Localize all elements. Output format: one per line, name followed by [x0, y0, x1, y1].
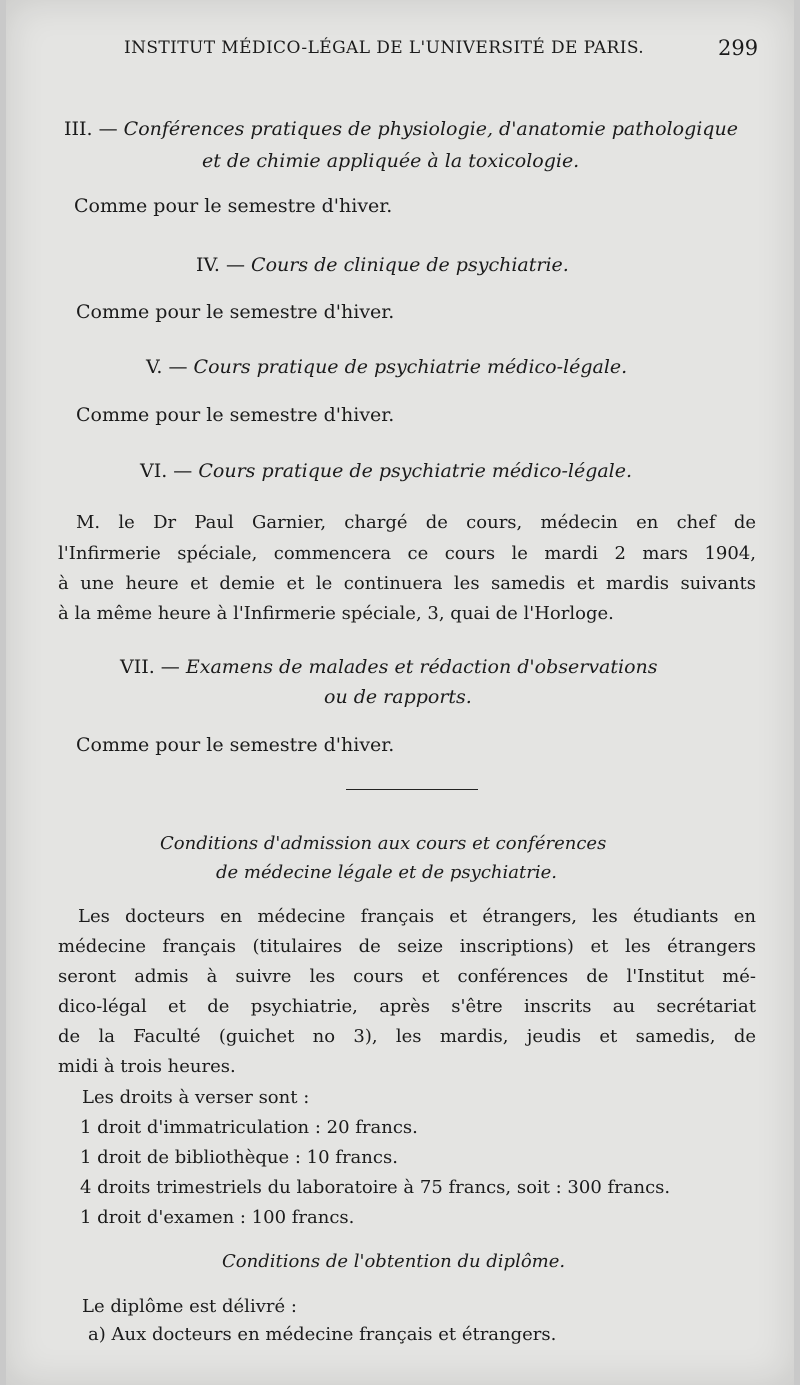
section-6-heading [140, 460, 632, 482]
admission-para-line4: dico-légal et de psychiatrie, après s'être inscrits au secrétariat [58, 996, 756, 1017]
admission-para-line5: de la Faculté (guichet no 3), les mardis, jeudis et samedis, de [58, 1026, 756, 1047]
diploma-intro: Le diplôme est délivré : [82, 1296, 297, 1317]
section-4-title: Cours de clinique de psychiatrie. [251, 254, 569, 276]
admission-heading-line1: Conditions d'admission aux cours et conférences [160, 833, 607, 854]
section-5-heading [146, 356, 627, 378]
section-7-title-line1: Examens de malades et rédaction d'observations [185, 656, 658, 678]
section-divider [346, 789, 478, 790]
section-7-heading-line1 [120, 656, 658, 678]
diploma-heading: Conditions de l'obtention du diplôme. [222, 1251, 566, 1272]
document-page [6, 0, 794, 1385]
running-title: INSTITUT MÉDICO-LÉGAL DE L'UNIVERSITÉ DE PARIS. [124, 38, 645, 58]
section-6-number: VI. — [140, 460, 193, 482]
section-7-title-line2: ou de rapports. [324, 686, 472, 708]
section-7-number: VII. — [120, 656, 180, 678]
diploma-item-a: a) Aux docteurs en médecine français et étrangers. [88, 1324, 557, 1345]
fee-item: 1 droit de bibliothèque : 10 francs. [80, 1147, 398, 1168]
section-6-body-line1: M. le Dr Paul Garnier, chargé de cours, médecin en chef de [76, 512, 756, 533]
section-4-body: Comme pour le semestre d'hiver. [76, 301, 395, 323]
admission-heading-line2: de médecine légale et de psychiatrie. [216, 862, 557, 883]
admission-para-line2: médecine français (titulaires de seize inscriptions) et les étrangers [58, 936, 756, 957]
section-3-body: Comme pour le semestre d'hiver. [74, 195, 393, 217]
fee-item: 1 droit d'examen : 100 francs. [80, 1207, 355, 1228]
section-4-heading [196, 254, 569, 276]
admission-para-line3: seront admis à suivre les cours et conférences de l'Institut mé- [58, 966, 756, 987]
admission-para-line6: midi à trois heures. [58, 1056, 236, 1077]
section-3-heading-line1 [64, 118, 738, 140]
section-6-body-line3: à une heure et demie et le continuera les samedis et mardis suivants [58, 573, 756, 594]
section-5-title: Cours pratique de psychiatrie médico-légale. [193, 356, 628, 378]
section-3-title-line1: Conférences pratiques de physiologie, d'anatomie pathologique [123, 118, 738, 140]
section-7-body: Comme pour le semestre d'hiver. [76, 734, 395, 756]
section-5-number: V. — [146, 356, 188, 378]
fees-intro: Les droits à verser sont : [82, 1087, 310, 1108]
section-4-number: IV. — [196, 254, 245, 276]
section-6-body-line2: l'Infirmerie spéciale, commencera ce cours le mardi 2 mars 1904, [58, 543, 756, 564]
section-5-body: Comme pour le semestre d'hiver. [76, 404, 395, 426]
page-number: 299 [718, 36, 759, 60]
fee-item: 4 droits trimestriels du laboratoire à 75 francs, soit : 300 francs. [80, 1177, 671, 1198]
admission-para-line1: Les docteurs en médecine français et étrangers, les étudiants en [78, 906, 756, 927]
section-3-number: III. — [64, 118, 118, 140]
section-3-title-line2: et de chimie appliquée à la toxicologie. [202, 150, 580, 172]
fee-item: 1 droit d'immatriculation : 20 francs. [80, 1117, 418, 1138]
section-6-title: Cours pratique de psychiatrie médico-légale. [198, 460, 633, 482]
section-6-body-line4: à la même heure à l'Infirmerie spéciale, 3, quai de l'Horloge. [58, 603, 614, 624]
